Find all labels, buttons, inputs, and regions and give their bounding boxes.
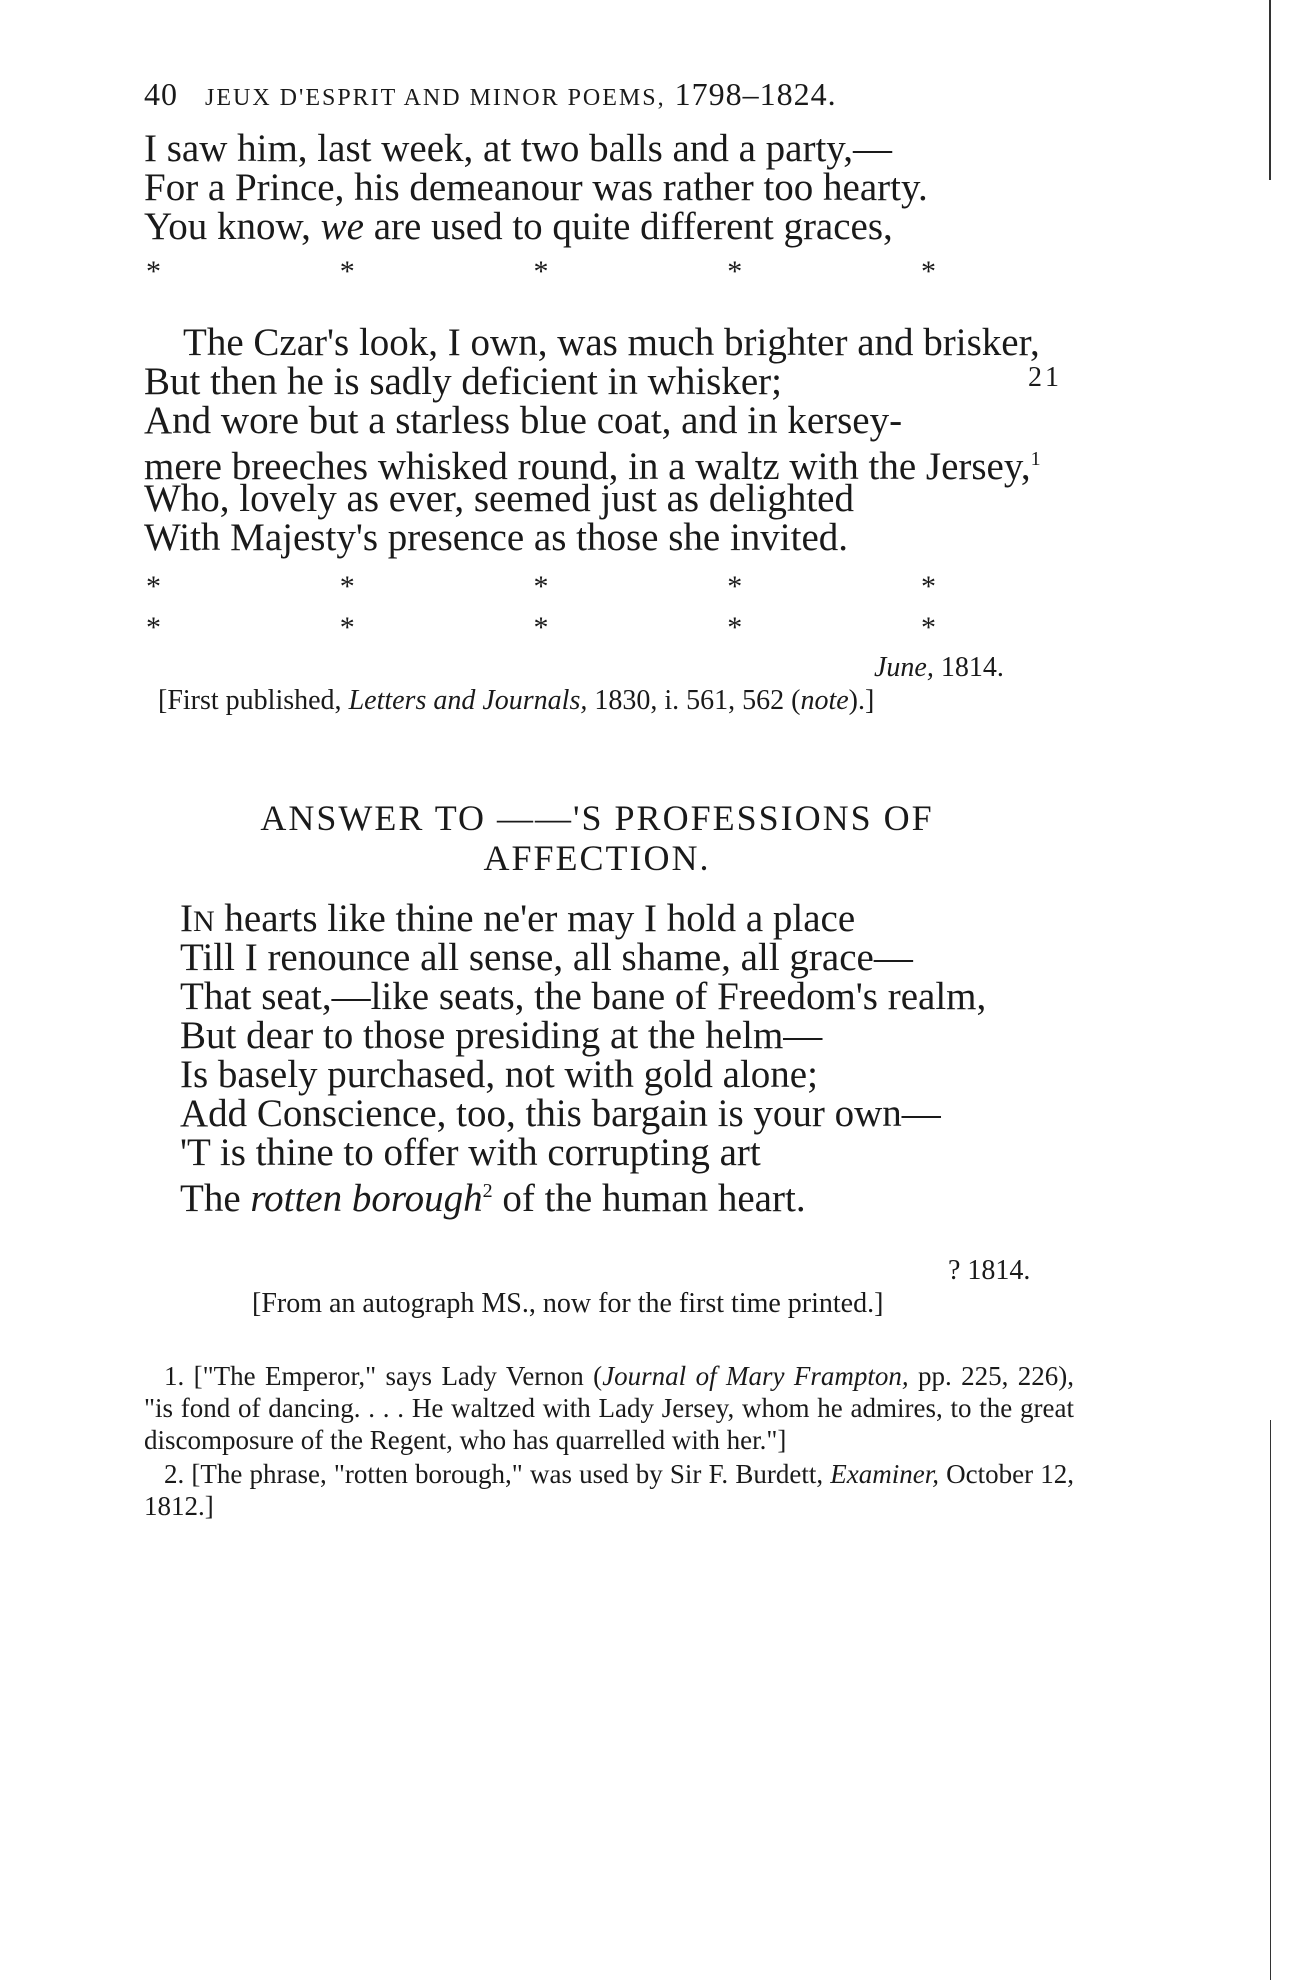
poem2-line-4: But dear to those presiding at the helm— [180,1014,823,1057]
page-edge-mark-bottom [1270,1420,1271,1980]
poem2-line-5: Is basely purchased, not with gold alone; [180,1053,818,1096]
asterism-3: * * * * * [146,611,936,644]
footnotes [144,1360,1074,1522]
asterism-1: * * * * * [146,255,936,288]
poem1-line-majesty: With Majesty's presence as those she invited. [144,516,849,559]
footnote-ref-1: 1 [1030,448,1041,470]
footnote-ref-2: 2 [482,1180,493,1202]
page-edge-mark-top [1269,0,1271,180]
poem1-line-1: I saw him, last week, at two balls and a party,— [144,127,893,170]
poem1-publication-note: [First published, Letters and Journals, 1830, i. 561, 562 (note).] [158,685,875,716]
poem1-line-3: You know, we are used to quite different graces, [144,205,893,248]
poem1-line-lovely: Who, lovely as ever, seemed just as delighted [144,477,854,520]
page-number: 40 [144,76,178,112]
footnote-1: 1. ["The Emperor," says Lady Vernon (Journal of Mary Frampton, pp. 225, 226), "is fond of dancing. . . . He waltzed with Lady Jersey, whom he admires, to the great discomposure of the Regent, who has quarrelled with her."] [144,1361,1074,1455]
poem2-title-line-1: ANSWER TO ——'S PROFESSIONS OF [260,798,934,838]
poem2-line-6: Add Conscience, too, this bargain is your own— [180,1092,941,1135]
poem2-title-line-2: AFFECTION. [483,838,711,878]
poem2-line-1: IN hearts like thine ne'er may I hold a place [180,897,856,940]
poem2-line-8: The rotten borough$^2$ of the human heart. [180,1177,806,1220]
asterism-2: * * * * * [146,570,936,603]
poem2-line-7: 'T is thine to offer with corrupting art [180,1131,761,1174]
poem1-line-whisker: But then he is sadly deficient in whisker; [144,360,782,403]
running-head [144,76,837,113]
poem1-line-czar: The Czar's look, I own, was much brighter and brisker, [183,321,1040,364]
emphasis-rotten-borough: rotten borough [250,1177,483,1220]
poem1-line-kersey: And wore but a starless blue coat, and in kersey- [144,399,903,442]
emphasis-we: we [320,205,364,248]
poem2-source-note: [From an autograph MS., now for the first time printed.] [252,1288,884,1319]
poem2-date: ? 1814. [948,1255,1031,1286]
poem1-line-2: For a Prince, his demeanour was rather too hearty. [144,166,928,209]
line-number: 21 [1028,362,1062,393]
poem2-line-2: Till I renounce all sense, all shame, all grace— [180,936,913,979]
running-title: JEUX D'ESPRIT AND MINOR POEMS, [205,85,666,111]
footnote-2: 2. [The phrase, "rotten borough," was used by Sir F. Burdett, Examiner, October 12, 1812.] [144,1459,1074,1521]
poem2-line-3: That seat,—like seats, the bane of Freedom's realm, [180,975,987,1018]
poem1-date: June, 1814. [874,652,1004,683]
poem1-line-jersey: mere breeches whisked round, in a waltz with the Jersey,$^1$ [144,445,1041,488]
running-years: 1798–1824. [674,76,837,112]
